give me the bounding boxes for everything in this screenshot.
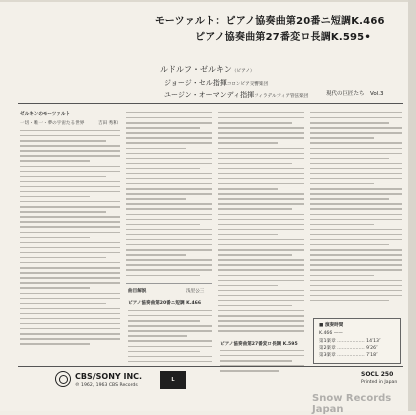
- soloist-name: [160, 64, 255, 75]
- notes-author: 浅里公三: [186, 289, 205, 294]
- timing-box: [313, 318, 401, 364]
- catalog-number: SOCL 250: [361, 371, 394, 378]
- essay-subheading: 一切・唯一・夢の宇宙たる世界: [20, 121, 85, 126]
- divider-top: [18, 103, 403, 104]
- timing-row: K.466 ——: [319, 331, 343, 336]
- sleeve-edge: [408, 0, 416, 411]
- label2-logo: L: [160, 371, 186, 389]
- timing-row: 第3楽章 ……………… 7′18″: [319, 353, 378, 358]
- conductor-1-orchestra: コロンビア交響楽団: [226, 82, 269, 87]
- series-label: 現代の巨匠たち Vol.3: [326, 91, 384, 97]
- notes-text-column-4: [310, 112, 402, 305]
- notes-divider: [126, 283, 212, 284]
- conductor-2-orchestra: フィラデルフィア管弦楽団: [254, 94, 309, 99]
- conductor-1: [164, 78, 268, 88]
- timing-box-title: ■ 演奏時間: [319, 323, 344, 328]
- essay-author: 吉田 秀和: [98, 121, 118, 126]
- watermark: Snow Records Japan: [312, 393, 392, 415]
- label-name: CBS/SONY INC.: [75, 372, 143, 381]
- timing-row: 第2楽章 ……………… 9′26″: [319, 346, 378, 351]
- conductor-2: [164, 90, 308, 100]
- notes-track-b: ピアノ協奏曲第27番変ロ長調 K.595: [220, 342, 298, 347]
- conductor-1-name: ジョージ・セル指揮: [164, 79, 227, 87]
- notes-heading: 曲目解説: [128, 289, 147, 294]
- essay-text-column-2: [126, 112, 212, 280]
- title-mark: •: [364, 32, 371, 43]
- top-edge: [0, 0, 416, 2]
- essay-heading: ゼルキンのモーツァルト: [20, 112, 71, 117]
- title-line-1: モーツァルト：ピアノ協奏曲第20番ニ短調K.466: [155, 16, 385, 27]
- notes-text-column-1: [128, 310, 212, 371]
- divider-bottom: [18, 366, 403, 367]
- notes-text-column-2: [218, 112, 304, 335]
- country: Printed in Japan: [361, 380, 398, 385]
- notes-text-column-3: [220, 350, 304, 375]
- timing-row: 第1楽章 ……………… 14′13″: [319, 339, 381, 344]
- title-line-2: [195, 28, 371, 43]
- soloist: ルドルフ・ゼルキン: [160, 65, 232, 74]
- cbs-eye-logo: [55, 371, 71, 387]
- essay-text-column-1: [20, 130, 120, 348]
- conductor-2-name: ユージン・オーマンディ指揮: [164, 91, 255, 99]
- soloist-role: （ピアノ）: [231, 69, 255, 74]
- title-line-2-text: ピアノ協奏曲第27番変ロ長調K.595: [195, 32, 365, 43]
- copyright: ℗ 1962, 1963 CBS Records: [75, 383, 138, 388]
- notes-track-a: ピアノ協奏曲第20番ニ短調 K.466: [128, 301, 202, 306]
